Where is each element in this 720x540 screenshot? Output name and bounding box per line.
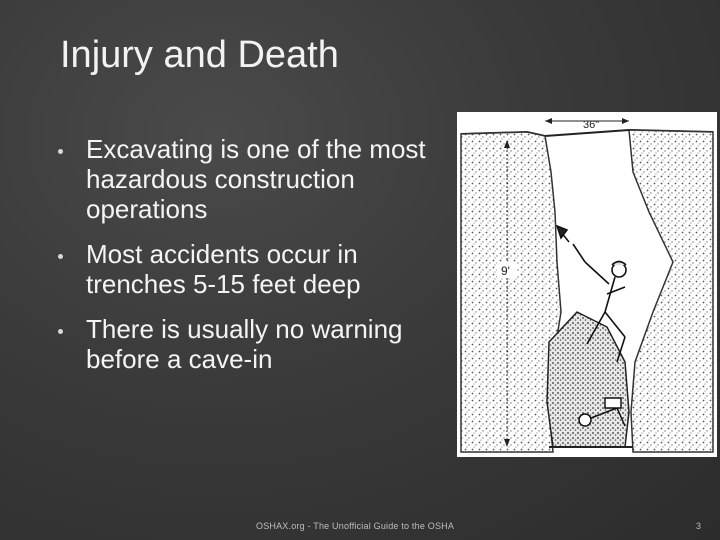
footer-text: OSHAX.org - The Unofficial Guide to the OSHA [256,521,455,531]
bullet-list [58,134,438,389]
page-number: 3 [696,521,702,531]
bullet-item [58,314,438,374]
trench-width-label: 36" [583,119,600,131]
bullet-dot-icon [58,329,63,334]
bullet-dot-icon [58,254,63,259]
trench-depth-label: 9' [501,264,510,278]
bullet-dot-icon [58,149,63,154]
bullet-item [58,239,438,299]
bullet-text: Most accidents occur in trenches 5-15 feet deep [86,239,361,299]
trench-cave-in-illustration [457,112,717,457]
left-trench-wall [461,132,561,452]
slide-title: Injury and Death [60,34,339,76]
cave-in-soil [547,312,629,447]
right-trench-wall [629,130,713,452]
trench-drawing [457,112,717,457]
shovel-icon [557,226,569,242]
bullet-text: There is usually no warning before a cave-in [86,314,403,374]
bullet-item [58,134,438,224]
bullet-text: Excavating is one of the most hazardous construction operations [86,134,426,224]
